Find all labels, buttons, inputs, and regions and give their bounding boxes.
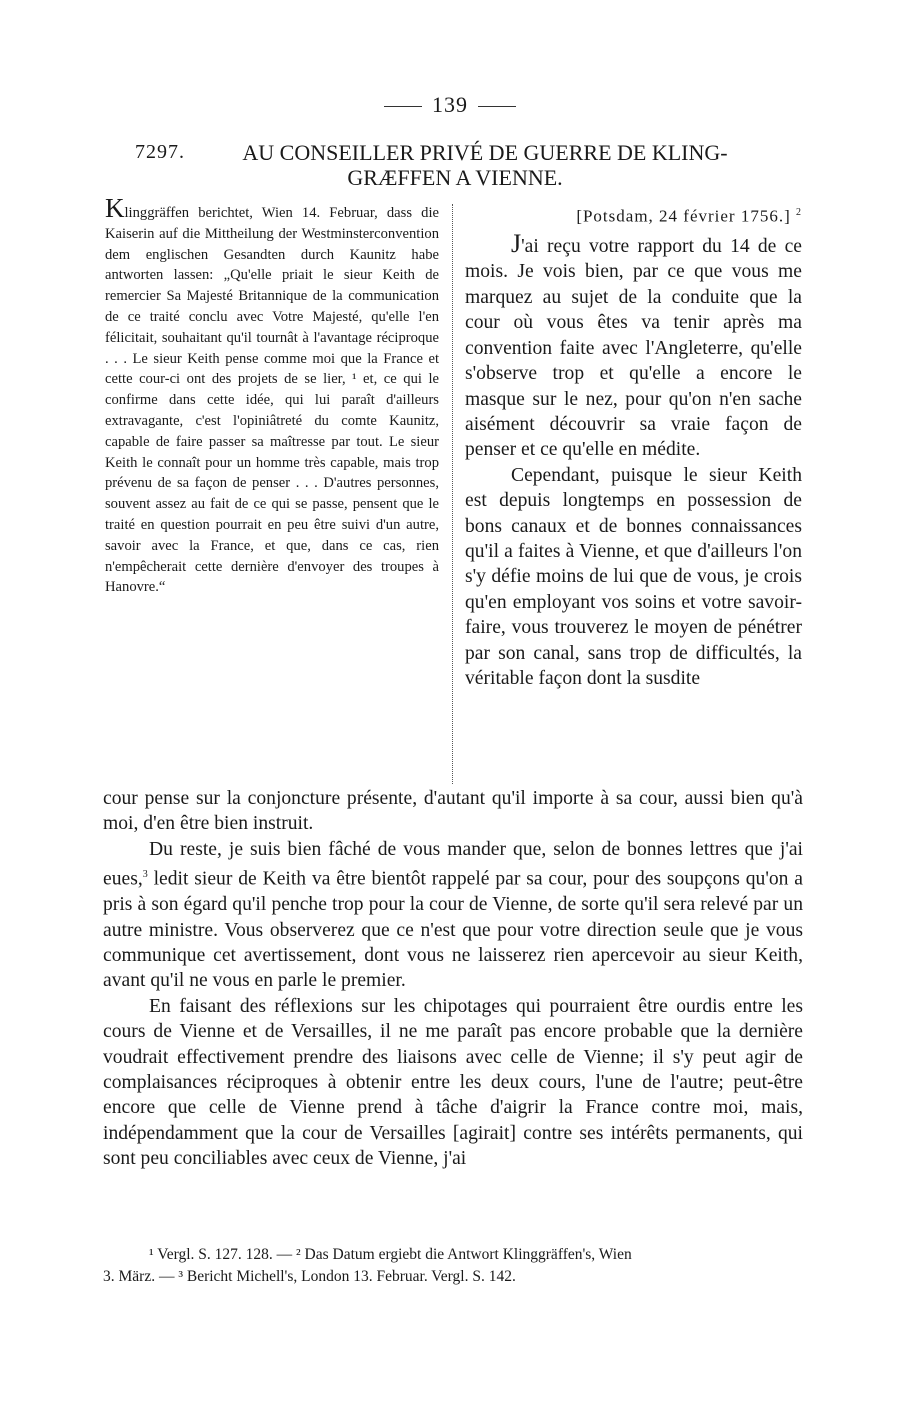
letter-paragraph-3	[103, 837, 803, 994]
letter-paragraph-4: En faisant des réflexions sur les chipotages qui pourraient être ourdis entre les cours de Vienne et de Versailles, il ne me paraît pas encore probable que la dernière voudrait effectivement prendre des liaisons avec celle de Vienne; il s'y peut agir de complaisances réciproques à obtenir entre les deux cours, l'une de l'autre; peut-être encore que celle de Vienne prend à tâche d'aigrir la France contre moi, mais, indépendamment que la cour de Versailles [agirait] contre ses intérêts permanents, qui sont peu conciliables avec ceux de Vienne, j'ai	[103, 995, 803, 1170]
letter-paragraph-3-text-b: ledit sieur de Keith va être bientôt rappelé par sa cour, pour des soupçons qu'on a pris à son égard qu'il penche trop pour la cour de Vienne, de sorte qu'il sera relevé par un autre ministre. Vous observerez que ce n'est que pour votre direction seule que je vous communique cet avertissement, dont vous ne laisserez rien apercevoir au sieur Keith, avant qu'il ne vous en parle le premier.	[103, 868, 803, 992]
footnote-marker: 3	[142, 869, 148, 881]
page-number: 139	[432, 92, 468, 117]
letter-column	[465, 200, 802, 691]
letter-number: 7297.	[135, 141, 185, 163]
letter-paragraph-2-continued: cour pense sur la conjoncture présente, d'autant qu'il importe à sa cour, aussi bien qu'à moi, d'en être bien instruit.	[103, 788, 803, 835]
footnote-marker: 2	[796, 207, 802, 218]
letter-date-text: [Potsdam, 24 février 1756.]	[576, 206, 791, 226]
letter-initial: J	[511, 229, 522, 259]
column-divider	[452, 204, 453, 784]
header-rule-left	[384, 106, 422, 107]
letter-paragraph-1-text: 'ai reçu votre rapport du 14 de ce mois. Je vois bien, par ce que vous me marquez au sujet de la conduite que la cour où vous êtes va tenir après ma convention faite avec l'Angleterre, qu'elle s'observe trop et qu'elle a encore le masque sur le nez, pour qu'on n'en sache aisément découvrir sa vraie façon de penser et ce qu'elle en médite.	[465, 236, 802, 461]
letter-paragraph-2: Cependant, puisque le sieur Keith est depuis longtemps en possession de bons canaux et de bonnes connaissances qu'il a faites à Vienne, et que d'ailleurs l'on s'y défie moins de lui que de vous, je crois qu'en employant vos soins et votre savoir-faire, vous trouverez le moyen de pénétrer par son canal, sans trop de difficultés, la véritable façon dont la susdite	[465, 464, 802, 689]
summary-text: linggräffen berichtet, Wien 14. Februar, dass die Kaiserin auf die Mittheilung der Westminsterconvention dem englischen Gesandten durch Kaunitz habe antworten lassen: „Qu'elle priait le sieur Keith de remercier Sa Majesté Britannique de la communication de ce traité conclu avec Votre Majesté, qu'elle l'en félicitait, souhaitant qu'il tournât à l'avantage réciproque . . . Le sieur Keith pense comme moi que la France et cette cour-ci ont des projets de se lier, ¹ et, ce qui le confirme dans cette idée, qui lui paraît d'ailleurs extravagante, c'est l'opiniâtreté du comte Kaunitz, capable de faire passer sa maîtresse par tout. Le sieur Keith le connaît pour un homme très capable, mais trop prévenu de sa façon de penser . . . D'autres personnes, souvent assez au fait de ce qui se passe, pensent que le traité en question pourrait en peu être suivi d'un autre, savoir avec la France, et que, dans ce cas, rien n'empêcherait cette dernière d'envoyer des troupes à Hanovre.“	[105, 205, 439, 596]
footnote-line-2: 3. März. — ³ Bericht Michell's, London 13. Februar. Vergl. S. 142.	[103, 1268, 516, 1285]
page-header	[0, 92, 900, 118]
letter-title-line2: GRÆFFEN A VIENNE.	[347, 165, 563, 190]
letter-paragraph-1	[465, 231, 802, 463]
letter-title-line1: AU CONSEILLER PRIVÉ DE GUERRE DE KLING-	[242, 140, 728, 165]
letter-date	[465, 200, 802, 229]
footnotes	[103, 1244, 803, 1288]
footnote-line-1: ¹ Vergl. S. 127. 128. — ² Das Datum ergiebt die Antwort Klinggräffen's, Wien	[149, 1246, 632, 1263]
letter-paragraph-3-text-a: Du reste, je suis bien fâché de vous mander que, selon de bonnes lettres que j'ai eues,	[103, 838, 803, 890]
summary-initial: K	[105, 193, 125, 223]
letter-heading	[135, 140, 775, 190]
header-rule-right	[478, 106, 516, 107]
letter-body-full-width	[103, 786, 803, 1172]
summary-column	[105, 193, 439, 598]
